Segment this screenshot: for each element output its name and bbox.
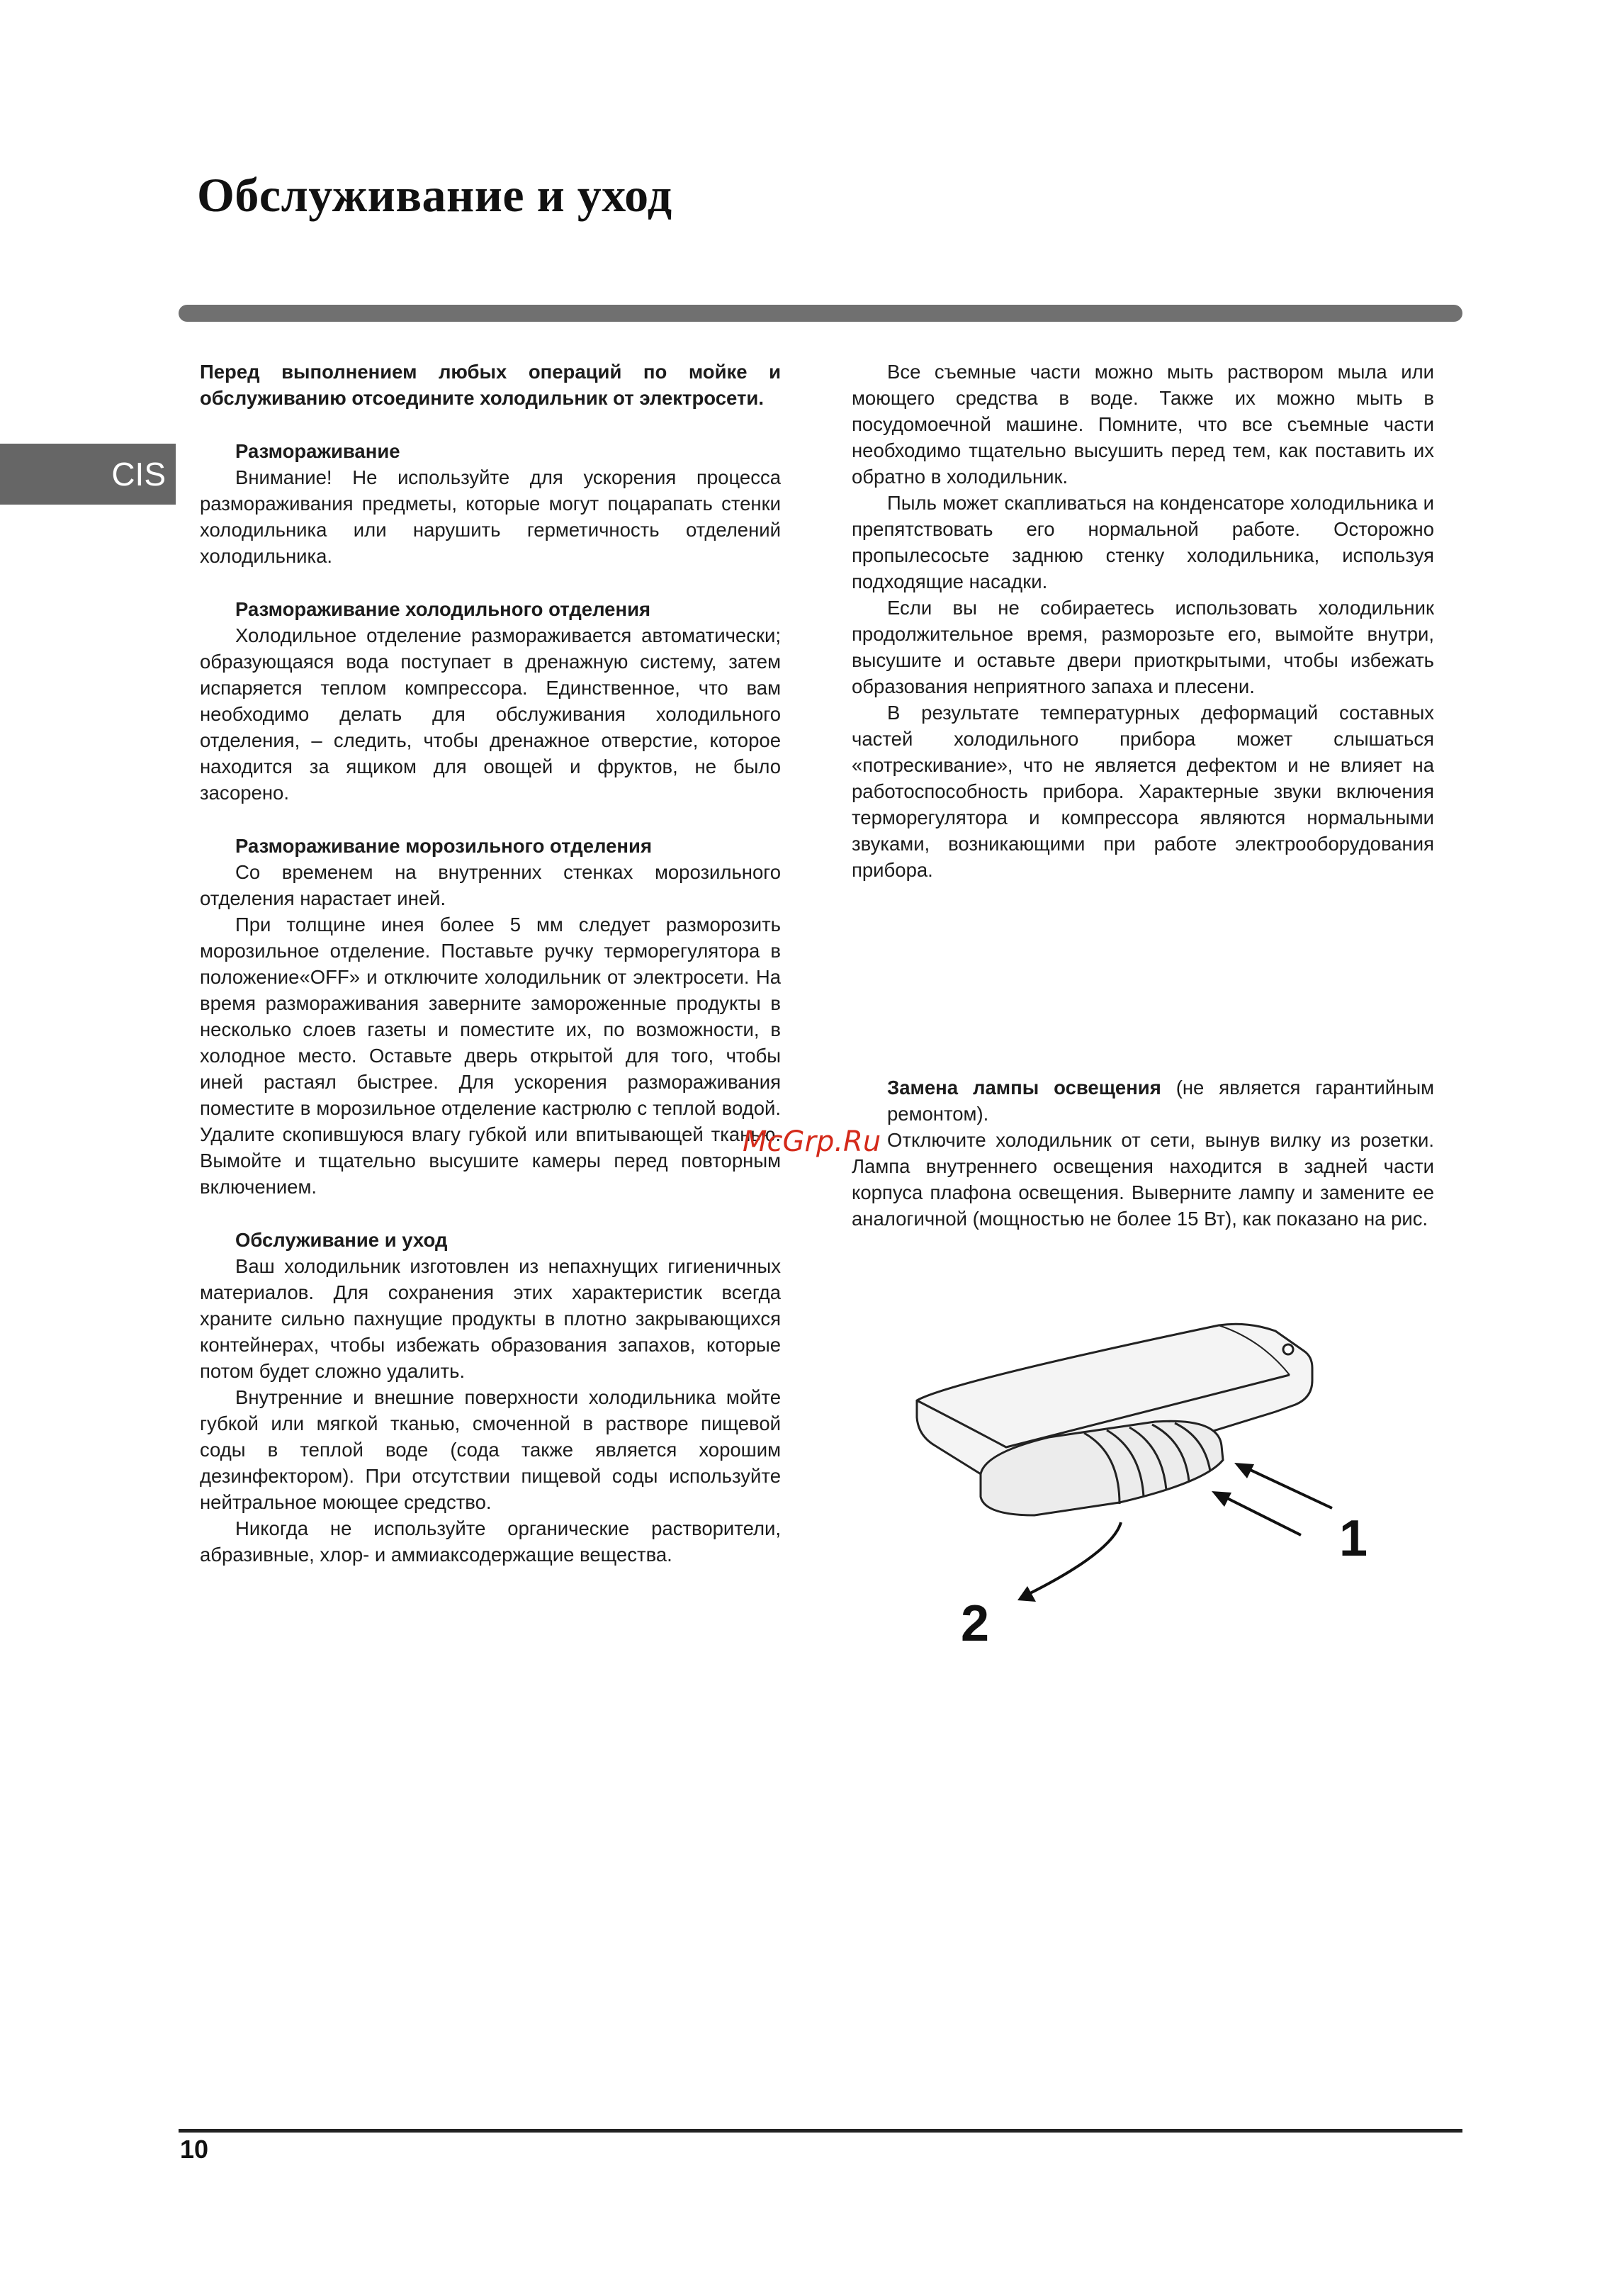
language-tab: CIS [0, 444, 176, 505]
figure-label-2: 2 [961, 1595, 990, 1652]
arrow-1b [1222, 1495, 1301, 1535]
arrow-1a [1244, 1467, 1332, 1508]
page-number: 10 [180, 2135, 209, 2164]
maintenance-text-1: Ваш холодильник изготовлен из непахнущих гигиеничных материалов. Для сохранения этих характеристик всегда храните сильно пахнущие продукты в плотно закрывающихся контейнерах, чтобы избежать образования запахов, которые потом будет сложно удалить. [200, 1255, 781, 1382]
lamp-heading-note: (не является гарантийным ремонтом). [887, 1077, 1434, 1125]
fridge-defrost-text: Холодильное отделение размораживается автоматически; образующаяся вода поступает в дренажную систему, затем испаряется теплом компрессора. Единственное, что вам необходимо делать для обслуживания холодильного отделения, – следить, чтобы дренажное отверстие, которое находится за ящиком для овощей и фруктов, не было засорено. [200, 624, 781, 804]
lamp-heading: Замена лампы освещения [887, 1077, 1161, 1099]
long-absence-text: Если вы не собираетесь использовать холодильник продолжительное время, разморозьте его, вымойте внутри, высушите и оставьте двери приоткрытыми, чтобы избежать образования неприятного запаха и плесени. [852, 597, 1434, 697]
maintenance-heading: Обслуживание и уход [235, 1229, 448, 1251]
safety-warning: Перед выполнением любых операций по мойке и обслуживанию отсоедините холодильник от электросети. [200, 361, 781, 409]
freezer-defrost-text-2: При толщине инея более 5 мм следует разморозить морозильное отделение. Поставьте ручку терморегулятора в положение«OFF» и отключите холодильник от электросети. На время размораживания заверните замороженные продукты в несколько слоев газеты и поместите их, по возможности, в холодное место. Оставьте дверь открытой для того, чтобы иней растаял быстрее. Для ускорения размораживания поместите в морозильное отделение кастрюлю с теплой водой. Удалите скопившуюся влагу губкой или впитывающей тканью. Вымойте и тщательно высушите камеры перед повторным включением. [200, 914, 781, 1198]
freezer-defrost-heading: Размораживание морозильного отделения [235, 835, 652, 857]
defrost-heading: Размораживание [235, 440, 400, 462]
maintenance-text-3: Никогда не используйте органические растворители, абразивные, хлор- и аммиаксодержащие вещества. [200, 1517, 781, 1566]
freezer-defrost-text-1: Со временем на внутренних стенках морозильного отделения нарастает иней. [200, 861, 781, 909]
arrow-2 [1027, 1522, 1121, 1595]
right-column [852, 359, 1434, 883]
left-column [200, 359, 781, 1568]
condenser-dust-text: Пыль может скапливаться на конденсаторе холодильника и препятствовать его нормальной работе. Осторожно пропылесосьте заднюю стенку холодильника, используя подходящие насадки. [852, 492, 1434, 592]
lamp-text: Отключите холодильник от сети, вынув вилку из розетки. Лампа внутреннего освещения находится в задней части корпуса плафона освещения. Выверните лампу и замените ее аналогичной (мощностью не более 15 Вт), как показано на рис. [852, 1129, 1434, 1230]
watermark: McGrp.Ru [743, 1125, 881, 1158]
figure-label-1: 1 [1339, 1510, 1368, 1567]
defrost-text: Внимание! Не используйте для ускорения процесса размораживания предметы, которые могут поцарапать стенки холодильника или нарушить герметичность отделений холодильника. [200, 466, 781, 567]
maintenance-text-2: Внутренние и внешние поверхности холодильника мойте губкой или мягкой тканью, смоченной в растворе пищевой соды в теплой воде (сода также является хорошим дезинфектором). При отсутствии пищевой соды используйте нейтральное моющее средство. [200, 1386, 781, 1513]
page-title: Обслуживание и уход [197, 168, 672, 222]
lamp-replacement-section [852, 1074, 1434, 1232]
fridge-defrost-heading: Размораживание холодильного отделения [235, 598, 651, 620]
noise-note-text: В результате температурных деформаций составных частей холодильного прибора может слышаться «потрескивание», что не является дефектом и не влияет на работоспособность прибора. Характерные звуки включения терморегулятора и компрессора являются нормальными звуками, возникающими при работе электрооборудования прибора. [852, 702, 1434, 881]
footer-rule [179, 2129, 1462, 2133]
title-divider-bar [179, 305, 1462, 322]
removable-parts-text: Все съемные части можно мыть раствором мыла или моющего средства в воде. Также их можно мыть в посудомоечной машине. Помните, что все съемные части необходимо тщательно высушить перед тем, как поставить их обратно в холодильник. [852, 361, 1434, 488]
